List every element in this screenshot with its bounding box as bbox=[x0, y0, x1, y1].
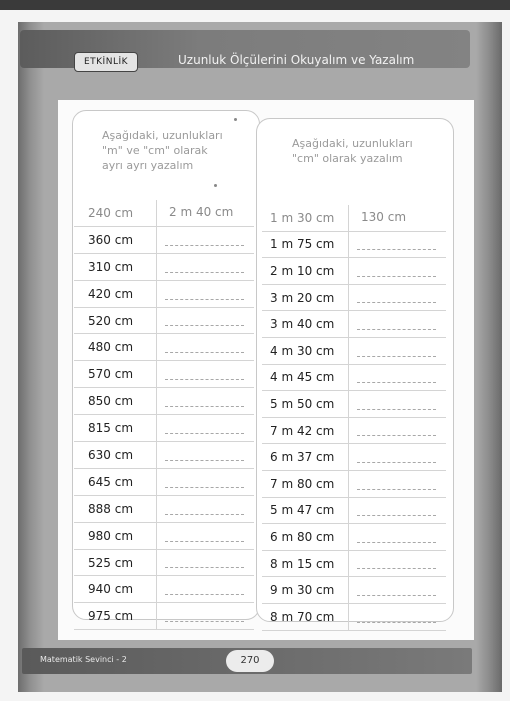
length-value: 5 m 50 cm bbox=[270, 396, 335, 411]
table-row bbox=[74, 308, 254, 335]
left-sample-value: 240 cm bbox=[88, 205, 134, 220]
left-instruction-line-1: Aşağıdaki, uzunlukları bbox=[102, 129, 223, 142]
table-row bbox=[262, 551, 446, 578]
answer-blank[interactable] bbox=[156, 308, 254, 334]
right-instruction-line-1: Aşağıdaki, uzunlukları bbox=[292, 137, 413, 150]
dashed-answer-line bbox=[165, 325, 244, 326]
length-value: 3 m 40 cm bbox=[270, 317, 335, 332]
table-row bbox=[74, 442, 254, 469]
right-instruction-line-2: "cm" olarak yazalım bbox=[292, 152, 403, 165]
answer-blank[interactable] bbox=[348, 604, 446, 630]
table-row bbox=[74, 523, 254, 550]
answer-blank[interactable] bbox=[156, 442, 254, 468]
left-conversion-table bbox=[74, 200, 254, 630]
length-value: 980 cm bbox=[88, 528, 134, 543]
length-value: 888 cm bbox=[88, 501, 134, 516]
table-row bbox=[262, 471, 446, 498]
dashed-answer-line bbox=[357, 595, 436, 596]
dashed-answer-line bbox=[357, 249, 436, 250]
right-sample-answer: 130 cm bbox=[361, 210, 407, 224]
answer-blank[interactable] bbox=[156, 227, 254, 253]
table-row bbox=[262, 232, 446, 259]
answer-blank[interactable] bbox=[348, 365, 446, 391]
activity-badge: ETKİNLİK bbox=[74, 52, 138, 72]
length-value: 520 cm bbox=[88, 313, 134, 328]
length-value: 6 m 80 cm bbox=[270, 529, 335, 544]
table-row bbox=[74, 388, 254, 415]
right-sample-answer-cell bbox=[348, 205, 446, 231]
answer-blank[interactable] bbox=[156, 415, 254, 441]
right-instruction bbox=[292, 136, 452, 166]
answer-blank[interactable] bbox=[156, 523, 254, 549]
dashed-answer-line bbox=[357, 568, 436, 569]
dashed-answer-line bbox=[165, 567, 244, 568]
dashed-answer-line bbox=[357, 622, 436, 623]
dashed-answer-line bbox=[357, 356, 436, 357]
scan-speck bbox=[214, 184, 217, 187]
table-row bbox=[74, 576, 254, 603]
dashed-answer-line bbox=[165, 594, 244, 595]
dashed-answer-line bbox=[165, 379, 244, 380]
answer-blank[interactable] bbox=[156, 388, 254, 414]
answer-blank[interactable] bbox=[156, 496, 254, 522]
length-value: 9 m 30 cm bbox=[270, 583, 335, 598]
answer-blank[interactable] bbox=[348, 285, 446, 311]
answer-blank[interactable] bbox=[348, 498, 446, 524]
table-row bbox=[262, 285, 446, 312]
right-conversion-table bbox=[262, 205, 446, 631]
length-value: 310 cm bbox=[88, 259, 134, 274]
dashed-answer-line bbox=[357, 329, 436, 330]
table-row bbox=[262, 604, 446, 631]
length-value: 8 m 15 cm bbox=[270, 556, 335, 571]
scan-speck bbox=[234, 118, 237, 121]
left-sample-answer-cell bbox=[156, 200, 254, 226]
length-value: 525 cm bbox=[88, 555, 134, 570]
answer-blank[interactable] bbox=[348, 338, 446, 364]
answer-blank[interactable] bbox=[156, 281, 254, 307]
table-row bbox=[262, 391, 446, 418]
length-value: 4 m 45 cm bbox=[270, 370, 335, 385]
answer-blank[interactable] bbox=[348, 311, 446, 337]
answer-blank[interactable] bbox=[348, 524, 446, 550]
answer-blank[interactable] bbox=[348, 444, 446, 470]
dashed-answer-line bbox=[357, 462, 436, 463]
answer-blank[interactable] bbox=[156, 254, 254, 280]
table-row bbox=[74, 334, 254, 361]
answer-blank[interactable] bbox=[156, 550, 254, 576]
length-value: 2 m 10 cm bbox=[270, 263, 335, 278]
table-row bbox=[74, 496, 254, 523]
length-value: 6 m 37 cm bbox=[270, 450, 335, 465]
answer-blank[interactable] bbox=[348, 232, 446, 258]
table-row bbox=[262, 444, 446, 471]
page-number: 270 bbox=[226, 650, 274, 672]
scan-edge bbox=[0, 0, 510, 10]
table-row bbox=[74, 415, 254, 442]
answer-blank[interactable] bbox=[348, 258, 446, 284]
right-sample-value: 1 m 30 cm bbox=[270, 210, 335, 225]
length-value: 4 m 30 cm bbox=[270, 343, 335, 358]
answer-blank[interactable] bbox=[348, 471, 446, 497]
dashed-answer-line bbox=[357, 542, 436, 543]
table-row bbox=[74, 361, 254, 388]
table-row bbox=[74, 603, 254, 630]
dashed-answer-line bbox=[357, 515, 436, 516]
length-value: 7 m 42 cm bbox=[270, 423, 335, 438]
table-row bbox=[262, 577, 446, 604]
length-value: 7 m 80 cm bbox=[270, 476, 335, 491]
length-value: 420 cm bbox=[88, 286, 134, 301]
table-row bbox=[74, 469, 254, 496]
table-row bbox=[262, 524, 446, 551]
length-value: 3 m 20 cm bbox=[270, 290, 335, 305]
dashed-answer-line bbox=[357, 276, 436, 277]
answer-blank[interactable] bbox=[156, 334, 254, 360]
left-instruction-line-3: ayrı ayrı yazalım bbox=[102, 159, 194, 172]
table-row bbox=[262, 418, 446, 445]
dashed-answer-line bbox=[357, 302, 436, 303]
length-value: 630 cm bbox=[88, 447, 134, 462]
table-row bbox=[74, 281, 254, 308]
left-sample-answer: 2 m 40 cm bbox=[169, 205, 234, 219]
dashed-answer-line bbox=[165, 460, 244, 461]
answer-blank[interactable] bbox=[156, 469, 254, 495]
length-value: 570 cm bbox=[88, 367, 134, 382]
dashed-answer-line bbox=[357, 435, 436, 436]
table-row bbox=[74, 550, 254, 577]
length-value: 5 m 47 cm bbox=[270, 503, 335, 518]
length-value: 815 cm bbox=[88, 421, 134, 436]
left-instruction-line-2: "m" ve "cm" olarak bbox=[102, 144, 208, 157]
table-row bbox=[262, 498, 446, 525]
table-row bbox=[262, 365, 446, 392]
length-value: 975 cm bbox=[88, 609, 134, 624]
right-sample-row bbox=[262, 205, 446, 232]
length-value: 360 cm bbox=[88, 232, 134, 247]
dashed-answer-line bbox=[165, 299, 244, 300]
length-value: 1 m 75 cm bbox=[270, 237, 335, 252]
dashed-answer-line bbox=[165, 352, 244, 353]
dashed-answer-line bbox=[165, 433, 244, 434]
dashed-answer-line bbox=[165, 487, 244, 488]
dashed-answer-line bbox=[165, 272, 244, 273]
dashed-answer-line bbox=[165, 621, 244, 622]
length-value: 8 m 70 cm bbox=[270, 609, 335, 624]
dashed-answer-line bbox=[165, 541, 244, 542]
answer-blank[interactable] bbox=[156, 361, 254, 387]
length-value: 645 cm bbox=[88, 474, 134, 489]
answer-blank[interactable] bbox=[156, 576, 254, 602]
answer-blank[interactable] bbox=[348, 577, 446, 603]
dashed-answer-line bbox=[165, 245, 244, 246]
book-title: Matematik Sevinci - 2 bbox=[40, 655, 127, 664]
table-row bbox=[262, 258, 446, 285]
answer-blank[interactable] bbox=[156, 603, 254, 629]
length-value: 850 cm bbox=[88, 394, 134, 409]
length-value: 480 cm bbox=[88, 340, 134, 355]
dashed-answer-line bbox=[357, 409, 436, 410]
left-sample-row bbox=[74, 200, 254, 227]
answer-blank[interactable] bbox=[348, 551, 446, 577]
table-row bbox=[74, 254, 254, 281]
left-instruction bbox=[102, 128, 252, 173]
table-row bbox=[262, 311, 446, 338]
answer-blank[interactable] bbox=[348, 391, 446, 417]
table-row bbox=[74, 227, 254, 254]
dashed-answer-line bbox=[165, 514, 244, 515]
length-value: 940 cm bbox=[88, 582, 134, 597]
answer-blank[interactable] bbox=[348, 418, 446, 444]
dashed-answer-line bbox=[357, 382, 436, 383]
dashed-answer-line bbox=[357, 489, 436, 490]
dashed-answer-line bbox=[165, 406, 244, 407]
page-title: Uzunluk Ölçülerini Okuyalım ve Yazalım bbox=[178, 53, 415, 67]
table-row bbox=[262, 338, 446, 365]
